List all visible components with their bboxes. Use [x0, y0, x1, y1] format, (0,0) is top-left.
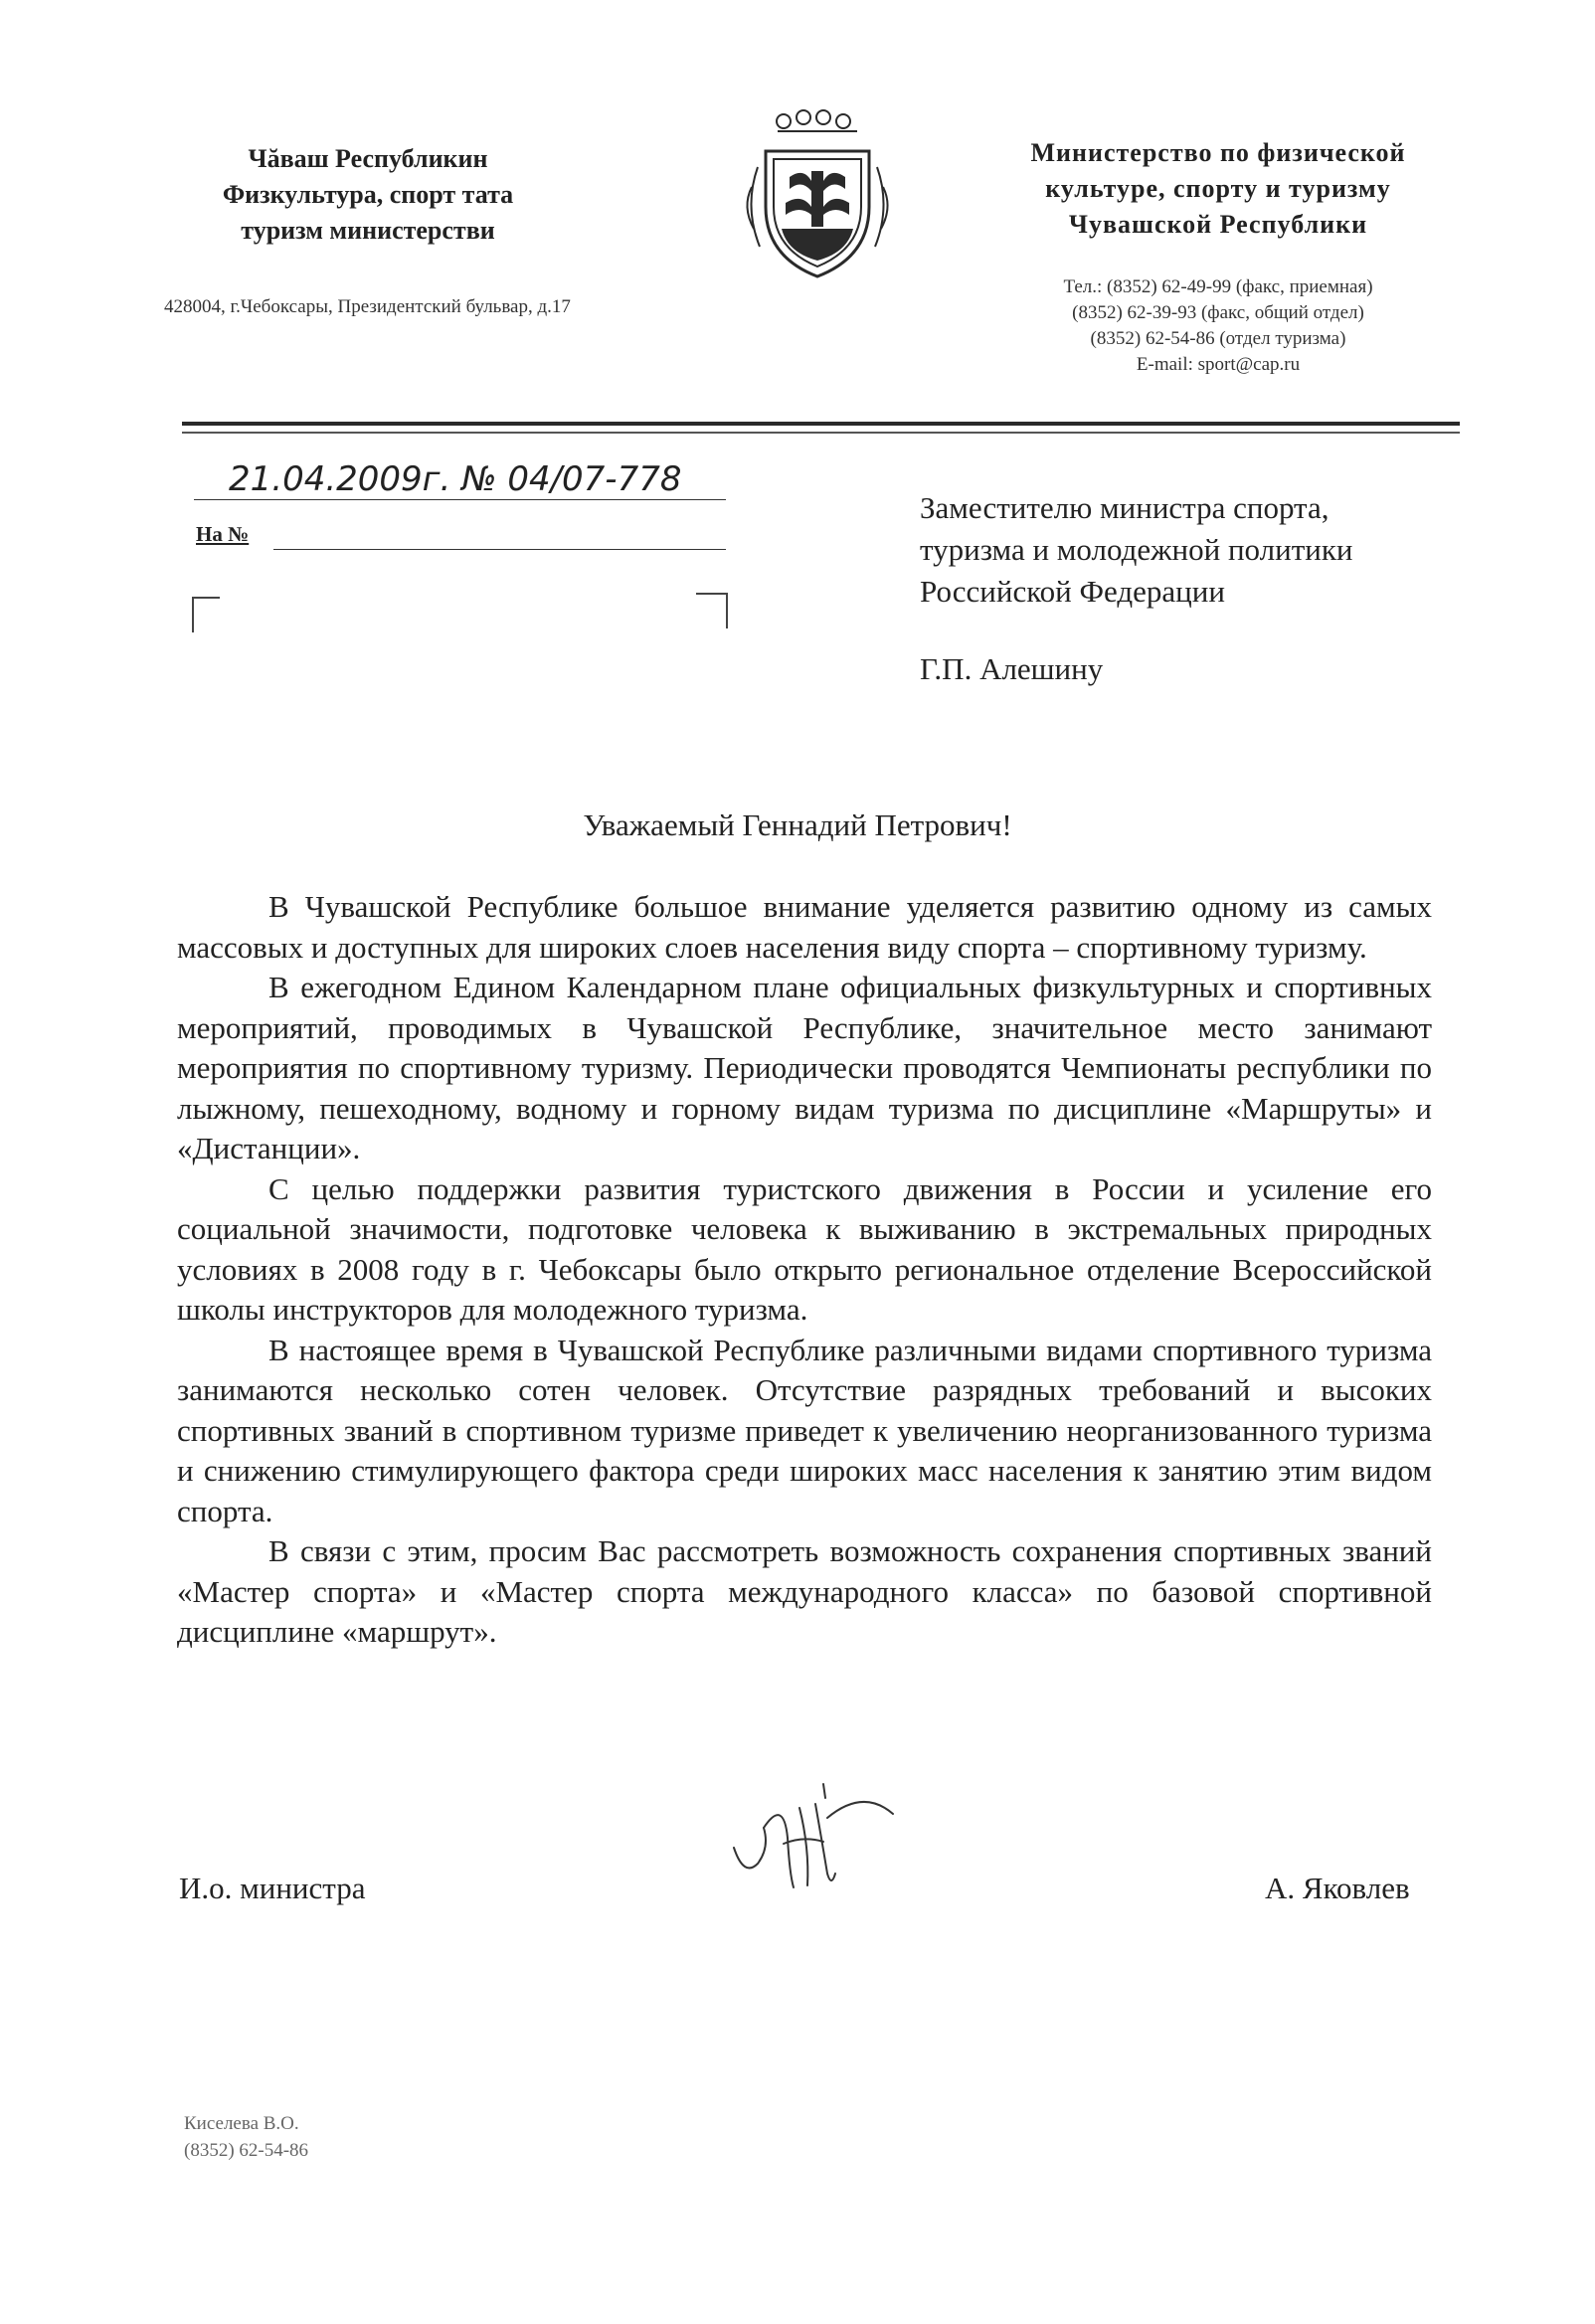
registration-date-line	[194, 499, 726, 500]
header-right-line2: культуре, спорту и туризму	[1045, 174, 1391, 203]
registration-reference-line	[273, 549, 726, 550]
header-left-line2: Физкультура, спорт тата	[222, 180, 514, 209]
letter-body	[177, 887, 1432, 1653]
header-divider-thin	[182, 432, 1460, 434]
emblem-crown-icon	[777, 110, 857, 131]
executor-phone: (8352) 62-54-86	[184, 2140, 309, 2161]
body-paragraph: С целью поддержки развития туристского движения в России и усиление его социальной значимости, подготовке человека к выживанию в экстремальных природных условиях в 2008 году в г. Чебоксары было открыто региональное отделение Всероссийской школы инструкторов для молодежного туризма.	[177, 1170, 1432, 1327]
body-paragraph: В ежегодном Едином Календарном плане официальных физкультурных и спортивных мероприятий, проводимых в Чувашской Республике, значительное место занимают мероприятия по спортивному туризму. Периодически проводятся Чемпионаты республики по лыжному, пешеходному, водному и горному видам туризма по дисциплине «Маршруты» и «Дистанции».	[177, 970, 1432, 1165]
contact-line: (8352) 62-54-86 (отдел туризма)	[1090, 328, 1346, 349]
contact-line: Тел.: (8352) 62-49-99 (факс, приемная)	[1063, 276, 1373, 297]
registration-date-number: 21.04.2009г. № 04/07-778	[229, 459, 682, 499]
header-left-address: 428004, г.Чебоксары, Президентский бульвар, д.17	[164, 296, 571, 317]
letter-greeting: Уважаемый Геннадий Петрович!	[583, 807, 1012, 842]
signatory-name: А. Яковлев	[1265, 1871, 1410, 1905]
header-left-title	[139, 141, 597, 249]
body-paragraph: В настоящее время в Чувашской Республике различными видами спортивного туризма занимаются несколько сотен человек. Отсутствие разрядных требований и высоких спортивных званий в спортивном туризме приведет к увеличению неорганизованного туризма и снижению стимулирующего фактора среди широких масс населения к занятию этим видом спорта.	[177, 1332, 1432, 1528]
header-divider-thick	[182, 422, 1460, 426]
header-right-contacts	[979, 274, 1457, 378]
coat-of-arms-emblem-icon	[738, 107, 897, 286]
signatory-role: И.о. министра	[179, 1871, 366, 1905]
header-right-title	[960, 135, 1477, 243]
header-right-line3: Чувашской Республики	[1068, 210, 1368, 239]
address-corner-right	[696, 593, 728, 628]
handwritten-signature-icon	[724, 1778, 903, 1897]
header-right-line1: Министерство по физической	[1030, 138, 1406, 167]
executor-name: Киселева В.О.	[184, 2113, 299, 2134]
header-left-line3: туризм министерстви	[241, 216, 495, 245]
executor-info	[184, 2110, 308, 2164]
body-paragraph: В Чувашской Республике большое внимание уделяется развитию одному из самых массовых и доступных для широких слоев населения виду спорта – спортивному туризму.	[177, 889, 1432, 965]
addressee-line: туризма и молодежной политики	[920, 532, 1353, 567]
address-corner-left	[192, 597, 220, 632]
addressee-line: Российской Федерации	[920, 574, 1225, 609]
addressee-name: Г.П. Алешину	[920, 651, 1104, 686]
body-paragraph: В связи с этим, просим Вас рассмотреть возможность сохранения спортивных званий «Мастер спорта» и «Мастер спорта международного класса» по базовой спортивной дисциплине «маршрут».	[177, 1533, 1432, 1649]
registration-reference-label: На №	[196, 522, 250, 546]
contact-email: E-mail: sport@cap.ru	[1136, 354, 1301, 375]
contact-line: (8352) 62-39-93 (факс, общий отдел)	[1072, 302, 1364, 323]
header-left-line1: Чăваш Республикин	[248, 144, 488, 173]
addressee-block	[920, 487, 1477, 690]
addressee-line: Заместителю министра спорта,	[920, 490, 1329, 525]
